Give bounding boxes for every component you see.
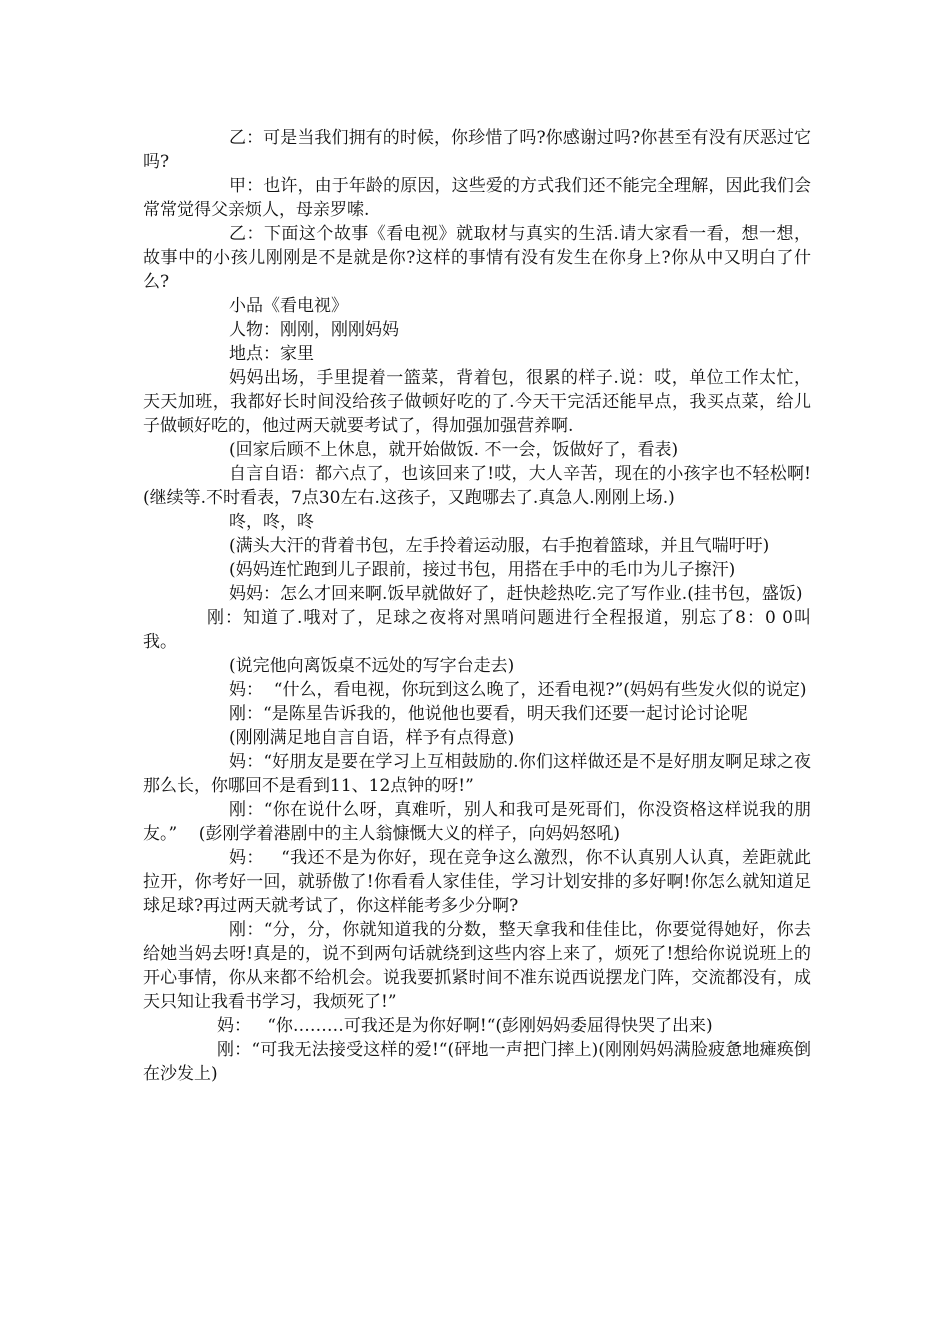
paragraph: 地点：家里 (229, 344, 314, 364)
paragraph: 咚，咚，咚 (229, 512, 314, 532)
paragraph: 甲：也许，由于年龄的原因，这些爱的方式我们还不能完全理解，因此我们会常常觉得父亲烦人，母亲罗嗦. (143, 176, 811, 220)
paragraph: 妈： “你………可我还是为你好啊!“(彭刚妈妈委屈得快哭了出来) (217, 1016, 713, 1036)
paragraph: 人物：刚刚，刚刚妈妈 (229, 320, 399, 340)
paragraph: (妈妈连忙跑到儿子跟前，接过书包，用搭在手中的毛巾为儿子擦汗) (229, 560, 736, 580)
paragraph: (满头大汗的背着书包，左手拎着运动服，右手抱着篮球，并且气喘吁吁) (229, 536, 770, 556)
document-body (143, 126, 811, 1086)
paragraph: 小品《看电视》 (229, 296, 348, 316)
paragraph: 刚：“分，分，你就知道我的分数，整天拿我和佳佳比，你要觉得她好，你去给她当妈去呀!真是的，说不到两句话就绕到这些内容上来了，烦死了!想给你说说班上的开心事情，你从来都不给机会。说我要抓紧时间不准东说西说摆龙门阵，交流都没有，成天只知让我看书学习，我烦死了!” (143, 920, 811, 1012)
paragraph: 刚：“可我无法接受这样的爱!“(砰地一声把门摔上)(刚刚妈妈满脸疲惫地瘫痪倒在沙发上) (143, 1040, 811, 1084)
paragraph: (说完他向离饭桌不远处的写字台走去) (229, 656, 515, 676)
paragraph: 妈：“好朋友是要在学习上互相鼓励的.你们这样做还是不是好朋友啊足球之夜那么长，你哪回不是看到11、12点钟的呀!” (143, 752, 811, 796)
paragraph: 刚：“你在说什么呀，真难听，别人和我可是死哥们，你没资格这样说我的朋友。” (彭刚学着港剧中的主人翁慷慨大义的样子，向妈妈怒吼) (143, 800, 811, 844)
paragraph: (回家后顾不上休息，就开始做饭. 不一会，饭做好了，看表) (229, 440, 679, 460)
paragraph: 刚：“是陈星告诉我的，他说他也要看，明天我们还要一起讨论讨论呢 (229, 704, 748, 724)
paragraph: 妈妈：怎么才回来啊.饭早就做好了，赶快趁热吃.完了写作业.(挂书包，盛饭) (229, 584, 803, 604)
paragraph: 自言自语：都六点了，也该回来了!哎，大人辛苦，现在的小孩字也不轻松啊!(继续等.不时看表，7点30左右.这孩子，又跑哪去了.真急人.刚刚上场.) (143, 464, 811, 508)
paragraph: 妈： “我还不是为你好，现在竞争这么激烈，你不认真别人认真，差距就此拉开，你考好一回，就骄傲了!你看看人家佳佳，学习计划安排的多好啊!你怎么就知道足球足球?再过两天就考试了，你这样能考多少分啊? (143, 848, 811, 916)
paragraph: 乙：下面这个故事《看电视》就取材与真实的生活.请大家看一看，想一想，故事中的小孩儿刚刚是不是就是你?这样的事情有没有发生在你身上?你从中又明白了什么? (143, 224, 811, 292)
paragraph: (刚刚满足地自言自语，样予有点得意) (229, 728, 515, 748)
paragraph: 妈妈出场，手里提着一篮菜，背着包，很累的样子.说：哎，单位工作太忙，天天加班，我都好长时间没给孩子做顿好吃的了.今天干完活还能早点，我买点菜，给儿子做顿好吃的，他过两天就要考试了，得加强加强营养啊. (143, 368, 811, 436)
paragraph: 乙：可是当我们拥有的时候，你珍惜了吗?你感谢过吗?你甚至有没有厌恶过它吗? (143, 128, 811, 172)
paragraph: 妈： “什么，看电视，你玩到这么晚了，还看电视?”(妈妈有些发火似的说定) (229, 680, 807, 700)
paragraph: 刚：知道了.哦对了，足球之夜将对黑哨问题进行全程报道，别忘了8：0 0叫我。 (143, 608, 811, 652)
